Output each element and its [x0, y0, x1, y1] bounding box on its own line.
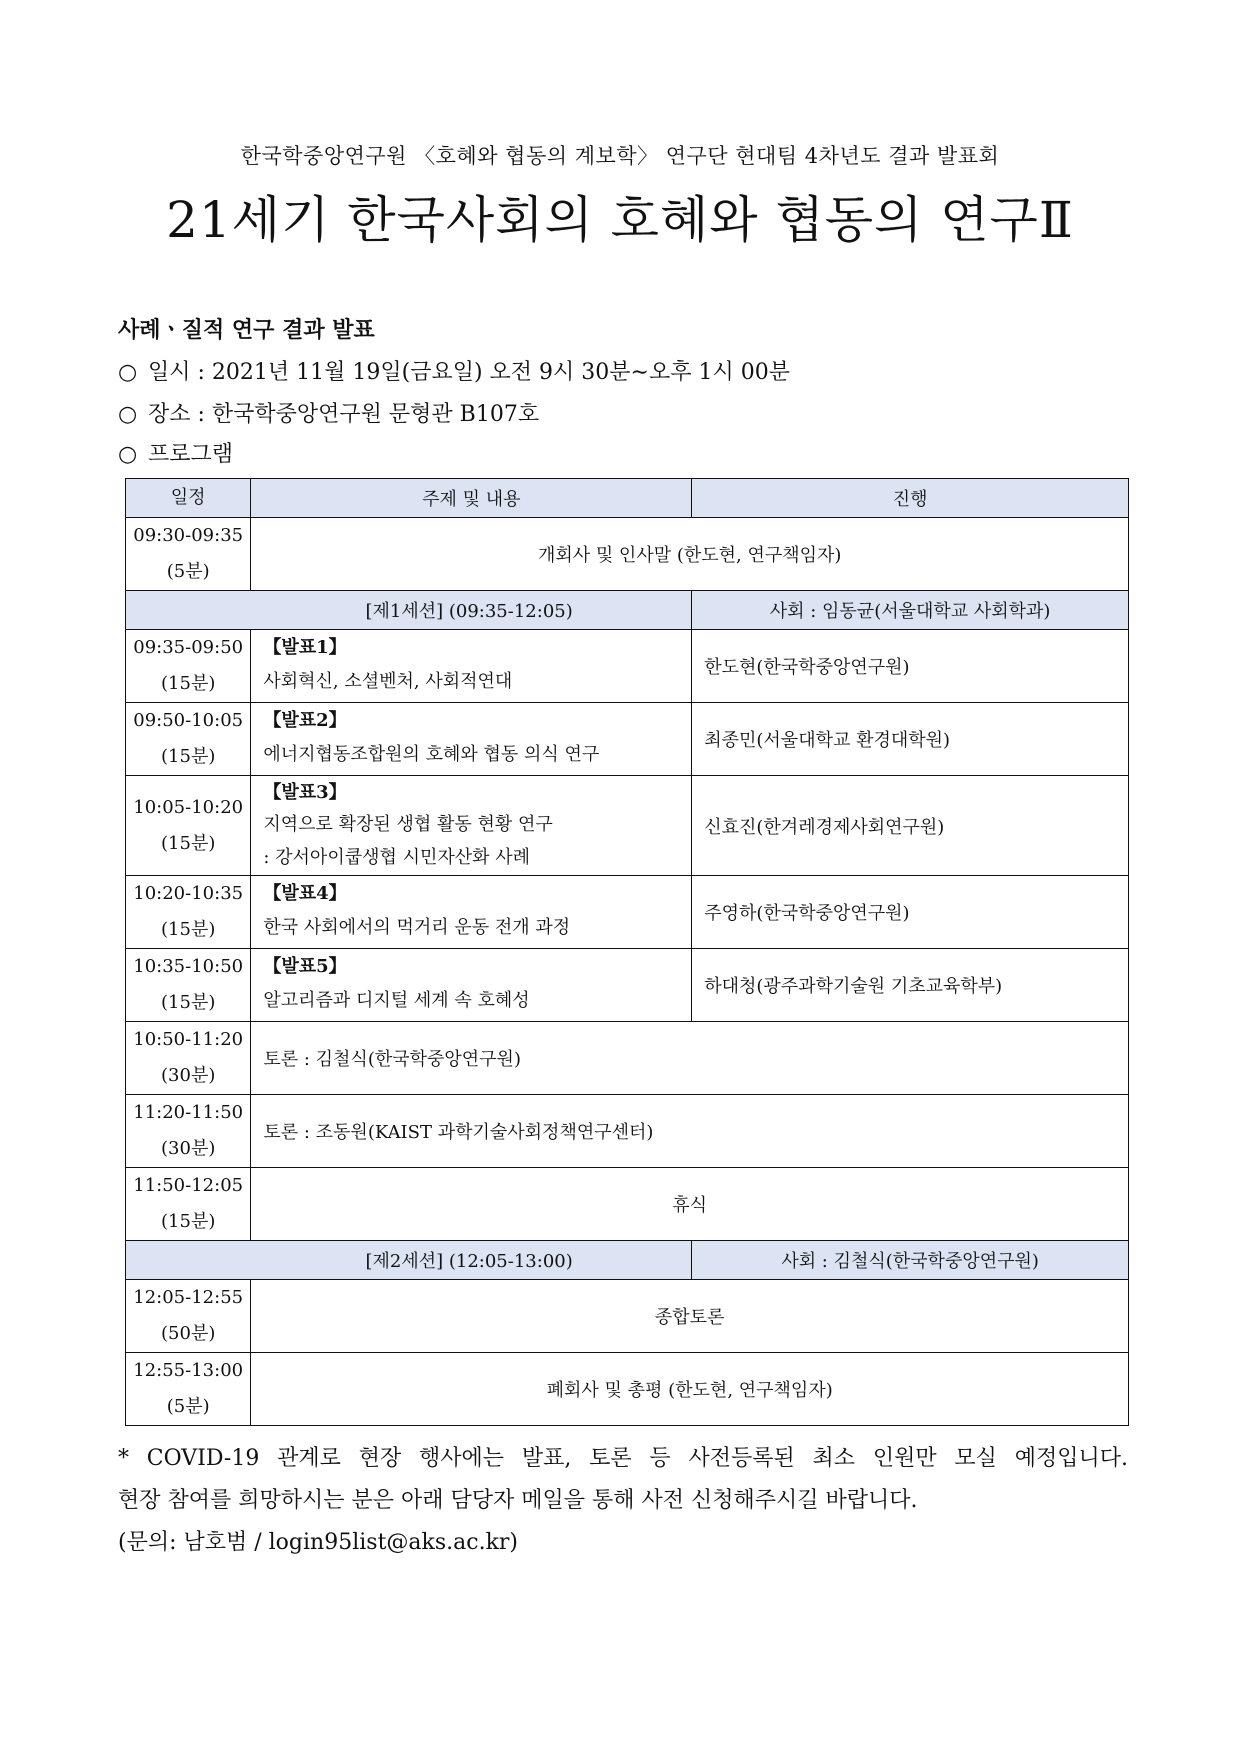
covid-notice — [118, 1438, 1128, 1564]
opening-content: 개회사 및 인사말 (한도현, 연구책임자) — [251, 518, 1129, 591]
date-text: 일시 : 2021년 11월 19일(금요일) 오전 9시 30분∼오후 1시 00분 — [148, 360, 790, 385]
time-cell — [126, 630, 251, 703]
contact-info: (문의: 남호범 / login95list@aks.ac.kr) — [118, 1530, 519, 1555]
info-date — [118, 355, 790, 386]
time-range: 09:50-10:05 — [133, 710, 244, 731]
time-cell — [126, 776, 251, 876]
circle-bullet-icon: ○ — [118, 402, 138, 427]
talk-presenter: 한도현(한국학중앙연구원) — [692, 630, 1129, 703]
talk-title: 사회혁신, 소셜벤처, 사회적연대 — [263, 671, 513, 692]
duration: (50분) — [161, 1323, 216, 1344]
time-cell — [126, 1022, 251, 1095]
talk-topic — [251, 876, 692, 949]
duration: (5분) — [166, 561, 210, 582]
talk-presenter: 최종민(서울대학교 환경대학원) — [692, 703, 1129, 776]
discussion2-content: 토론 : 조동원(KAIST 과학기술사회정책연구센터) — [251, 1095, 1129, 1168]
time-range: 10:35-10:50 — [133, 956, 244, 977]
time-range: 11:50-12:05 — [133, 1175, 244, 1196]
notice-line2: 현장 참여를 희망하시는 분은 아래 담당자 메일을 통해 사전 신청해주시길 바랍니다. — [118, 1488, 918, 1513]
duration: (15분) — [161, 992, 216, 1013]
session1-moderator: 사회 : 임동균(서울대학교 사회학과) — [692, 591, 1129, 630]
talk-label: 【발표3】 — [263, 781, 347, 803]
talk-topic — [251, 776, 692, 876]
table-row-talk1 — [126, 630, 1129, 703]
table-row-general-discussion — [126, 1280, 1129, 1353]
section-heading: 사례ㆍ질적 연구 결과 발표 — [118, 318, 375, 343]
time-range: 10:20-10:35 — [133, 883, 244, 904]
notice-line1: * COVID-19 관계로 현장 행사에는 발표, 토론 등 사전등록된 최소 인원만 모실 예정입니다. — [118, 1446, 1128, 1471]
time-cell — [126, 876, 251, 949]
duration: (15분) — [161, 1211, 216, 1232]
event-title: 21세기 한국사회의 호혜와 협동의 연구Ⅱ — [166, 191, 1074, 249]
talk-label: 【발표1】 — [263, 637, 347, 658]
duration: (5분) — [166, 1396, 210, 1417]
time-range: 09:30-09:35 — [133, 525, 244, 546]
time-range: 11:20-11:50 — [133, 1102, 244, 1123]
talk-presenter: 주영하(한국학중앙연구원) — [692, 876, 1129, 949]
session2-moderator: 사회 : 김철식(한국학중앙연구원) — [692, 1241, 1129, 1280]
discussion1-content: 토론 : 김철식(한국학중앙연구원) — [251, 1022, 1129, 1095]
time-cell — [126, 949, 251, 1022]
talk-label: 【발표5】 — [263, 956, 347, 977]
general-discussion-content: 종합토론 — [251, 1280, 1129, 1353]
break-content: 휴식 — [251, 1168, 1129, 1241]
time-cell — [126, 703, 251, 776]
talk-title: 알고리즘과 디지털 세계 속 호혜성 — [263, 990, 530, 1011]
time-range: 10:50-11:20 — [133, 1029, 244, 1050]
closing-content: 폐회사 및 총평 (한도현, 연구책임자) — [251, 1353, 1129, 1426]
table-row-talk2 — [126, 703, 1129, 776]
session1-title-text: [제1세션] (09:35-12:05) — [365, 601, 573, 622]
table-header-row — [126, 479, 1129, 518]
header-topic: 주제 및 내용 — [251, 479, 692, 518]
duration: (15분) — [161, 919, 216, 940]
table-row-talk4 — [126, 876, 1129, 949]
time-range: 09:35-09:50 — [133, 637, 244, 658]
table-row-opening — [126, 518, 1129, 591]
program-table — [125, 478, 1129, 1426]
talk-title: 지역으로 확장된 생협 활동 현황 연구 — [263, 813, 553, 835]
table-row-discussion1 — [126, 1022, 1129, 1095]
talk-topic — [251, 703, 692, 776]
table-row-closing — [126, 1353, 1129, 1426]
time-range: 12:55-13:00 — [133, 1360, 244, 1381]
circle-bullet-icon: ○ — [118, 360, 138, 385]
table-row-talk3 — [126, 776, 1129, 876]
duration: (30분) — [161, 1065, 216, 1086]
time-cell — [126, 518, 251, 591]
time-cell — [126, 1280, 251, 1353]
time-cell — [126, 1168, 251, 1241]
table-row-talk5 — [126, 949, 1129, 1022]
header-schedule: 일정 — [126, 479, 251, 518]
talk-topic — [251, 630, 692, 703]
event-subtitle: 한국학중앙연구원 〈호혜와 협동의 계보학〉 연구단 현대팀 4차년도 결과 발표회 — [240, 144, 1000, 168]
duration: (15분) — [161, 673, 216, 694]
talk-label: 【발표4】 — [263, 883, 347, 904]
time-range: 10:05-10:20 — [133, 796, 244, 818]
header-presenter: 진행 — [692, 479, 1129, 518]
time-range: 12:05-12:55 — [133, 1287, 244, 1308]
time-cell — [126, 1353, 251, 1426]
table-row-discussion2 — [126, 1095, 1129, 1168]
session2-row — [126, 1241, 1129, 1280]
duration: (30분) — [161, 1138, 216, 1159]
session2-title — [126, 1241, 692, 1280]
talk-presenter: 신효진(한겨레경제사회연구원) — [692, 776, 1129, 876]
talk-subtitle: : 강서아이쿱생협 시민자산화 사례 — [263, 846, 531, 868]
talk-title: 한국 사회에서의 먹거리 운동 전개 과정 — [263, 917, 571, 938]
duration: (15분) — [161, 746, 216, 767]
info-program — [118, 437, 233, 468]
talk-topic — [251, 949, 692, 1022]
time-cell — [126, 1095, 251, 1168]
place-text: 장소 : 한국학중앙연구원 문형관 B107호 — [148, 402, 540, 427]
talk-label: 【발표2】 — [263, 710, 347, 731]
talk-presenter: 하대청(광주과학기술원 기초교육학부) — [692, 949, 1129, 1022]
talk-title: 에너지협동조합원의 호혜와 협동 의식 연구 — [263, 744, 600, 765]
circle-bullet-icon: ○ — [118, 442, 138, 467]
session2-title-text: [제2세션] (12:05-13:00) — [365, 1251, 573, 1272]
session1-row — [126, 591, 1129, 630]
info-place — [118, 397, 539, 428]
table-row-break — [126, 1168, 1129, 1241]
duration: (15분) — [161, 832, 216, 854]
program-text: 프로그램 — [148, 442, 234, 467]
session1-title — [126, 591, 692, 630]
